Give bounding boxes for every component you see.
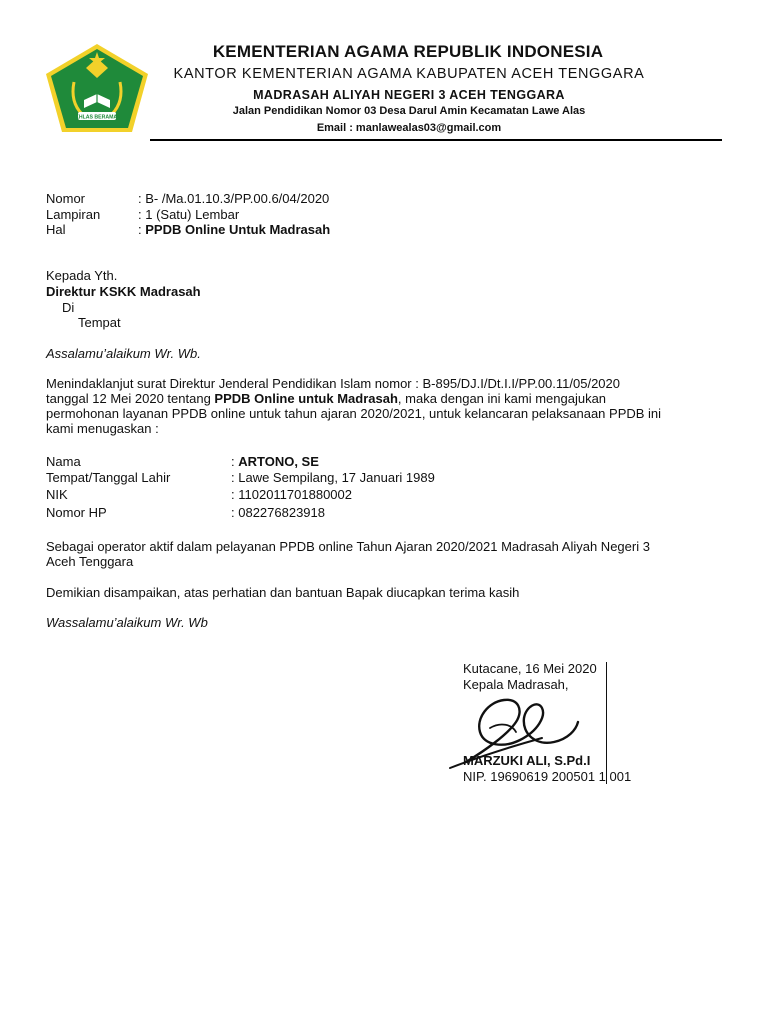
field-label: Nomor HP [46, 505, 107, 520]
opening-greeting: Assalamu’alaikum Wr. Wb. [46, 346, 201, 361]
field-label: Tempat/Tanggal Lahir [46, 470, 171, 485]
lampiran-value: : 1 (Satu) Lembar [138, 207, 240, 222]
field-colon: : [231, 470, 239, 485]
signature-nip: NIP. 19690619 200501 1 001 [463, 769, 632, 784]
letterhead-divider [150, 139, 722, 141]
recipient-di: Di [62, 300, 75, 315]
body-p1-line1: Menindaklanjut surat Direktur Jenderal Pendidikan Islam nomor : B-895/DJ.I/Dt.I.I/PP.00.11/05/2020 [46, 376, 620, 391]
signature-vertical-line [606, 662, 607, 784]
body-p1-line2-end: , maka dengan ini kami mengajukan [397, 391, 607, 406]
body-p1-line2-start: tanggal 12 Mei 2020 tentang [46, 391, 215, 406]
lampiran-label: Lampiran [46, 207, 101, 222]
body-p1-subject: PPDB Online untuk Madrasah [214, 391, 398, 406]
field-value-nik: 1102011701880002 [238, 487, 352, 502]
field-colon: : [231, 487, 239, 502]
field-value-row [231, 454, 319, 470]
recipient-name: Direktur KSKK Madrasah [46, 284, 201, 299]
field-label: Nama [46, 454, 81, 469]
field-value-row [231, 505, 325, 521]
recipient-salutation: Kepada Yth. [46, 268, 118, 283]
signature-title: Kepala Madrasah, [463, 677, 569, 692]
field-value-row [231, 487, 352, 503]
hal-colon: : [138, 222, 146, 237]
hal-value: PPDB Online Untuk Madrasah [145, 222, 331, 237]
nomor-value: : B- /Ma.01.10.3/PP.00.6/04/2020 [138, 191, 330, 206]
field-value-ttl: Lawe Sempilang, 17 Januari 1989 [238, 470, 435, 485]
signature-place-date: Kutacane, 16 Mei 2020 [463, 661, 597, 676]
nomor-label: Nomor [46, 191, 86, 206]
body-p2-line2: Aceh Tenggara [46, 554, 134, 569]
field-value-hp: 082276823918 [238, 505, 325, 520]
letterhead-address: Jalan Pendidikan Nomor 03 Desa Darul Amin Kecamatan Lawe Alas [232, 105, 586, 117]
field-value-nama: ARTONO, SE [238, 454, 319, 469]
body-p1-line4: kami menugaskan : [46, 421, 159, 436]
field-label: NIK [46, 487, 68, 502]
hal-row [138, 222, 330, 238]
signature-name: MARZUKI ALI, S.Pd.I [463, 753, 591, 768]
letterhead-ministry: KEMENTERIAN AGAMA REPUBLIK INDONESIA [212, 42, 604, 61]
body-p2-line1: Sebagai operator aktif dalam pelayanan PPDB online Tahun Ajaran 2020/2021 Madrasah Aliyah Negeri 3 [46, 539, 650, 554]
logo-motto: IKHLAS BERAMAL [73, 114, 121, 121]
letterhead-office: KANTOR KEMENTERIAN AGAMA KABUPATEN ACEH TENGGARA [173, 66, 645, 82]
body-p1-line2 [46, 391, 606, 407]
field-colon: : [231, 454, 239, 469]
field-value-row [231, 470, 435, 486]
closing-greeting: Wassalamu’alaikum Wr. Wb [46, 615, 208, 630]
letterhead-school: MADRASAH ALIYAH NEGERI 3 ACEH TENGGARA [253, 88, 565, 102]
recipient-place: Tempat [78, 315, 121, 330]
body-p1-line3: permohonan layanan PPDB online untuk tahun ajaran 2020/2021, untuk kelancaran pelaksanaan PPDB ini [46, 406, 662, 421]
body-p3: Demikian disampaikan, atas perhatian dan bantuan Bapak diucapkan terima kasih [46, 585, 520, 600]
field-colon: : [231, 505, 239, 520]
letterhead-email: Email : manlawealas03@gmail.com [316, 122, 502, 134]
hal-label: Hal [46, 222, 66, 237]
